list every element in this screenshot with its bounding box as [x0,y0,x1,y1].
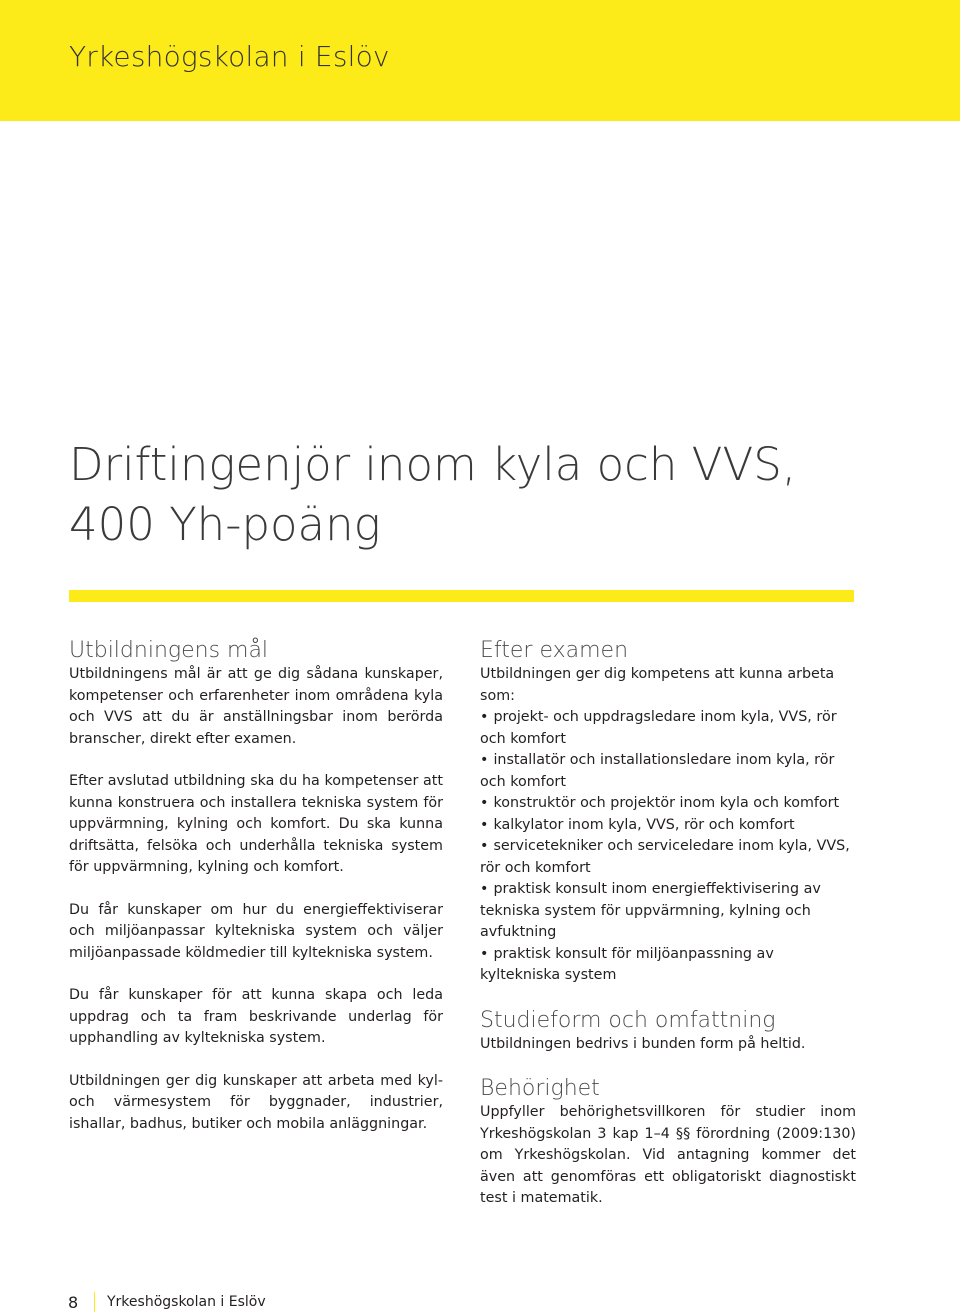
page-number: 8 [68,1292,79,1312]
paragraph-2: Efter avslutad utbildning ska du ha kompetenser att kunna konstruera och installera tekniska system för uppvärmning, kylning och komfort. Du ska kunna driftsätta, felsöka och underhålla tekniska system för uppvärmning, kylning och komfort. [69,773,443,875]
footer-school-name: Yrkeshögskolan i Eslöv [107,1294,266,1310]
list-item: • praktisk konsult inom energieffektivisering av tekniska system för uppvärmning, kylning och avfuktning [480,881,821,940]
left-column [69,638,443,1135]
efter-examen-intro: Utbildningen ger dig kompetens att kunna arbeta som: [480,666,835,704]
studieform-text: Utbildningen bedrivs i bunden form på heltid. [480,1035,806,1052]
right-column [480,638,856,1210]
header-school-name: Yrkeshögskolan i Eslöv [69,40,390,73]
section-heading-behorighet: Behörighet [480,1076,600,1101]
title-divider [69,590,854,602]
page-footer [68,1292,266,1312]
behorighet-text: Uppfyller behörighetsvillkoren för studier inom Yrkeshögskolan 3 kap 1–4 §§ förordning (2009:130) om Yrkeshögskolan. Vid antagning kommer det även att genomföras ett obligatoriskt diagnostiskt test i matematik. [480,1104,856,1206]
list-item: • kalkylator inom kyla, VVS, rör och komfort [480,816,795,833]
paragraph-3: Du får kunskaper om hur du energieffektiviserar och miljöanpassar kyltekniska system och väljer miljöanpassade köldmedier till kyltekniska system. [69,901,443,961]
list-item: • projekt- och uppdragsledare inom kyla, VVS, rör och komfort [480,709,837,747]
page-title-line-2: 400 Yh-poäng [69,498,381,551]
list-item: • konstruktör och projektör inom kyla och komfort [480,795,840,811]
section-heading-efter-examen: Efter examen [480,638,629,663]
list-item: • servicetekniker och serviceledare inom kyla, VVS, rör och komfort [480,838,850,876]
page-title-line-1: Driftingenjör inom kyla och VVS, [69,438,797,491]
footer-divider [94,1292,95,1312]
paragraph-4: Du får kunskaper för att kunna skapa och leda uppdrag och ta fram beskrivande underlag för upphandling av kyltekniska system. [69,987,443,1046]
page-title [69,435,929,555]
list-item: • praktisk konsult för miljöanpassning av kyltekniska system [480,945,774,983]
paragraph-5: Utbildningen ger dig kunskaper att arbeta med kyl- och värmesystem för byggnader, industrier, ishallar, badhus, butiker och mobila anläggningar. [69,1072,443,1132]
section-heading-mal: Utbildningens mål [69,638,269,663]
paragraph-1: Utbildningens mål är att ge dig sådana kunskaper, kompetenser och erfarenheter inom områdena kyla och VVS att du är anställningsbar inom berörda branscher, direkt efter examen. [69,666,443,747]
job-list [480,707,856,987]
header-band [0,0,960,121]
list-item: • installatör och installationsledare inom kyla, rör och komfort [480,752,835,790]
section-heading-studieform: Studieform och omfattning [480,1007,776,1033]
